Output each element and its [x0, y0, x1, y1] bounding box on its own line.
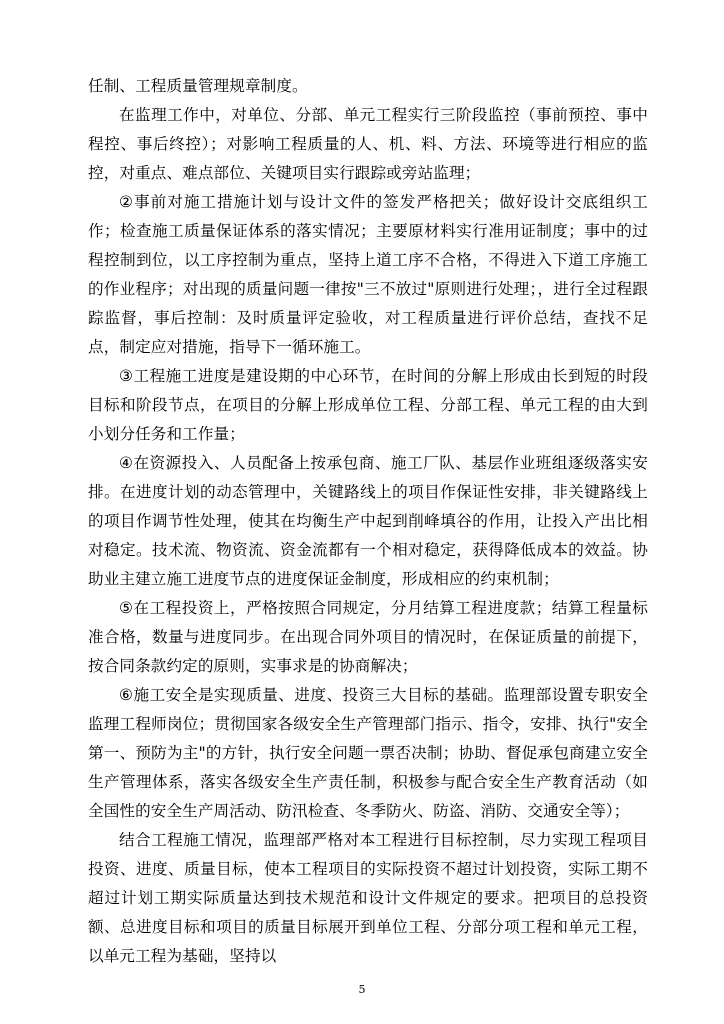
- paragraph-target-control: 结合工程施工情况，监理部严格对本工程进行目标控制，尽力实现工程项目投资、进度、质量目标，使本工程项目的实际投资不超过计划投资，实际工期不超过计划工期实际质量达到技术规范和设计文件规定的要求。把项目的总投资额、总进度目标和项目的质量目标展开到单位工程、分部分项工程和单元工程，以单元工程为基础，坚持以: [88, 831, 648, 965]
- paragraph-resource-allocation: ④在资源投入、人员配备上按承包商、施工厂队、基层作业班组逐级落实安排。在进度计划的动态管理中，关键路线上的项目作保证性安排，非关键路线上的项目作调节性处理，使其在均衡生产中起到削峰填谷的作用，让投入产出比相对稳定。技术流、物资流、资金流都有一个相对稳定，获得降低成本的效益。协助业主建立施工进度节点的进度保证金制度，形成相应的约束机制；: [88, 454, 648, 588]
- paragraph-construction-safety: ⑥施工安全是实现质量、进度、投资三大目标的基础。监理部设置专职安全监理工程师岗位；贯彻国家各级安全生产管理部门指示、指令，安排、执行"安全第一、预防为主"的方针，执行安全问题一票否决制；协助、督促承包商建立安全生产管理体系，落实各级安全生产责任制，积极参与配合安全生产教育活动（如全国性的安全生产周活动、防汛检查、冬季防火、防盗、消防、交通安全等）；: [88, 686, 648, 820]
- paragraph-continuation: 任制、工程质量管理规章制度。: [88, 77, 308, 95]
- paragraph-quality-control: ②事前对施工措施计划与设计文件的签发严格把关；做好设计交底组织工作；检查施工质量保证体系的落实情况；主要原材料实行准用证制度；事中的过程控制到位，以工序控制为重点，坚持上道工序不合格，不得进入下道工序施工的作业程序；对出现的质量问题一律按"三不放过"原则进行处理；，进行全过程跟踪监督，事后控制：及时质量评定验收，对工程质量进行评价总结，查找不足点，制定应对措施，指导下一循环施工。: [88, 193, 648, 356]
- paragraph-three-phase-monitoring: 在监理工作中，对单位、分部、单元工程实行三阶段监控（事前预控、事中程控、事后终控）；对影响工程质量的人、机、料、方法、环境等进行相应的监控，对重点、难点部位、关键项目实行跟踪或旁站监理；: [88, 106, 648, 182]
- document-body: [88, 72, 648, 971]
- paragraph-investment-control: ⑤在工程投资上，严格按照合同规定，分月结算工程进度款；结算工程量标准合格，数量与进度同步。在出现合同外项目的情况时，在保证质量的前提下，按合同条款约定的原则，实事求是的协商解决；: [88, 599, 648, 675]
- paragraph-schedule-targets: ③工程施工进度是建设期的中心环节，在时间的分解上形成由长到短的时段目标和阶段节点，在项目的分解上形成单位工程、分部工程、单元工程的由大到小划分任务和工作量；: [88, 367, 648, 443]
- page-number: 5: [358, 983, 366, 996]
